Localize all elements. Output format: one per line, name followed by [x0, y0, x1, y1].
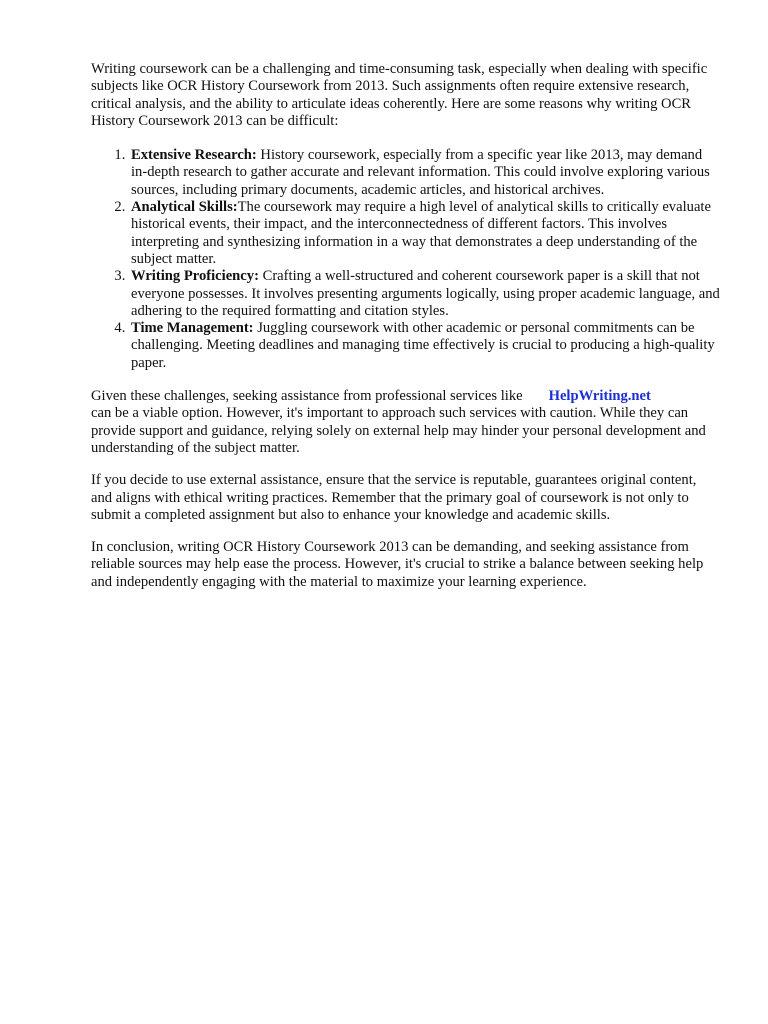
- assistance-text-after: can be a viable option. However, it's important to approach such services with caution. While they can provide support and guidance, relying solely on external help may hinder your personal development and understanding of the subject matter.: [91, 405, 706, 456]
- assistance-text-before: Given these challenges, seeking assistance from professional services like: [91, 388, 523, 405]
- list-item-text: The coursework may require a high level of analytical skills to critically evaluate historical events, their impact, and the interconnectedness of different factors. This involves interpreting and synthesizing information in a way that demonstrates a deep understanding of the subject matter.: [131, 199, 711, 267]
- list-item-term: Analytical Skills:: [131, 199, 238, 216]
- list-item-extensive-research: [129, 147, 721, 199]
- reasons-list: [91, 147, 721, 372]
- conclusion-paragraph: In conclusion, writing OCR History Coursework 2013 can be demanding, and seeking assistance from reliable sources may help ease the process. However, it's crucial to strike a balance between seeking help and independently engaging with the material to maximize your learning experience.: [91, 539, 704, 590]
- helpwriting-link[interactable]: HelpWriting.net: [548, 388, 651, 405]
- assistance-paragraph: [91, 388, 721, 457]
- list-item-text: Crafting a well-structured and coherent coursework paper is a skill that not everyone possesses. It involves presenting arguments logically, using proper academic language, and adhering to the required formatting and citation styles.: [131, 268, 720, 319]
- external-assistance-paragraph: If you decide to use external assistance, ensure that the service is reputable, guarantees original content, and aligns with ethical writing practices. Remember that the primary goal of coursework is not only to submit a completed assignment but also to enhance your knowledge and academic skills.: [91, 472, 697, 523]
- document-page: [91, 61, 721, 591]
- intro-paragraph: Writing coursework can be a challenging and time-consuming task, especially when dealing with specific subjects like OCR History Coursework from 2013. Such assignments often require extensive research, critical analysis, and the ability to articulate ideas coherently. Here are some reasons why writing OCR History Coursework 2013 can be difficult:: [91, 61, 708, 129]
- list-item-analytical-skills: [129, 199, 721, 268]
- list-item-time-management: [129, 320, 721, 372]
- list-item-term: Time Management:: [131, 320, 254, 337]
- list-item-text: Juggling coursework with other academic or personal commitments can be challenging. Meeting deadlines and managing time effectively is crucial to producing a high-quality paper.: [131, 320, 715, 371]
- list-item-term: Extensive Research:: [131, 147, 257, 164]
- list-item-writing-proficiency: [129, 268, 721, 320]
- list-item-term: Writing Proficiency:: [131, 268, 259, 285]
- list-item-text: History coursework, especially from a specific year like 2013, may demand in-depth research to gather accurate and relevant information. This could involve exploring various sources, including primary documents, academic articles, and historical archives.: [131, 147, 710, 198]
